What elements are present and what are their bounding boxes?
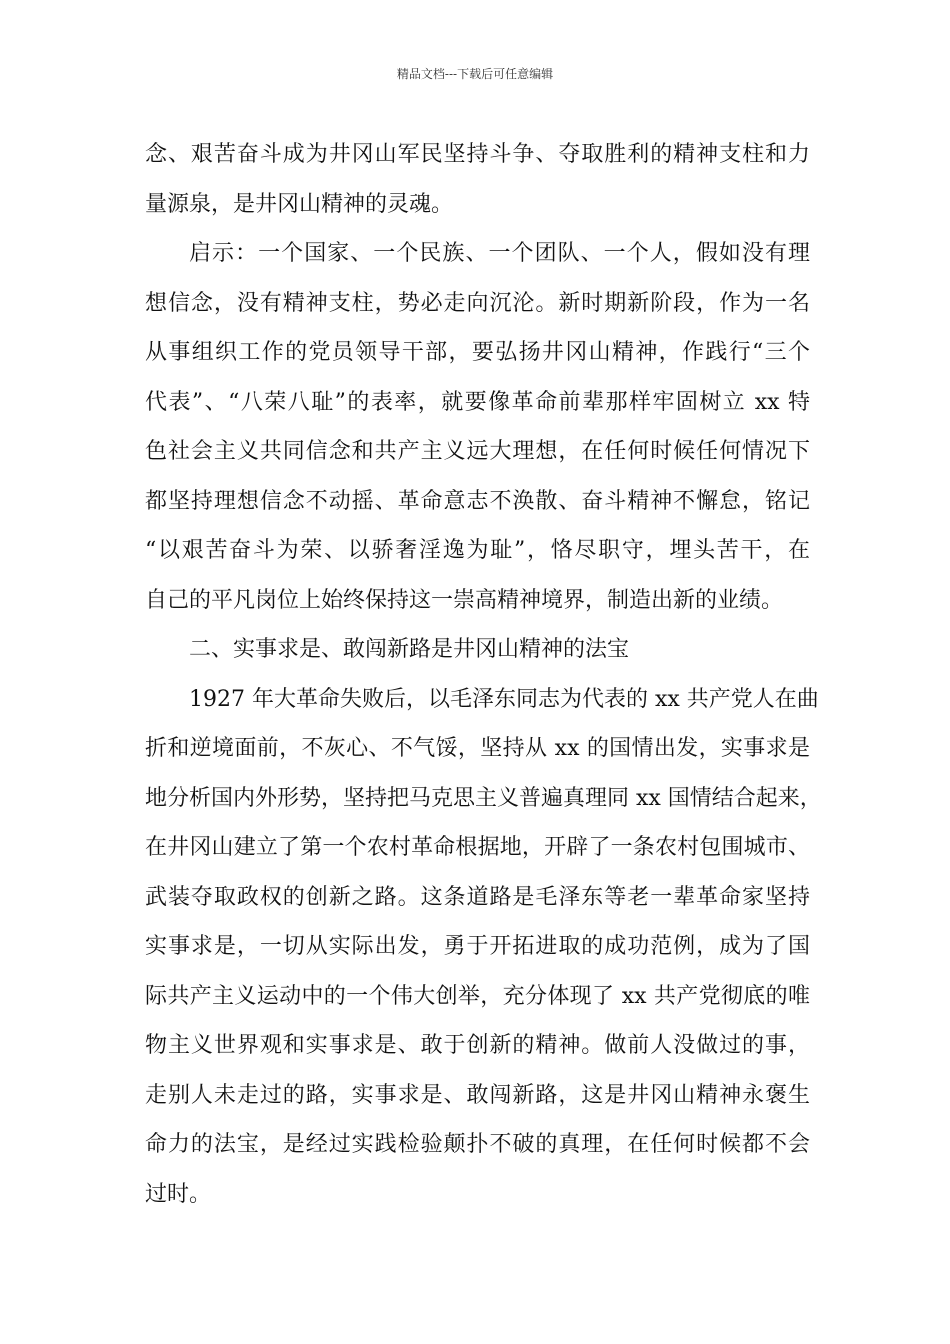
section-heading: 二、实事求是、敢闯新路是井冈山精神的法宝 xyxy=(189,637,630,662)
paragraph-line: 命力的法宝，是经过实践检验颠扑不破的真理，在任何时候都不会 xyxy=(145,1132,810,1157)
paragraph-line: “以艰苦奋斗为荣、以骄奢淫逸为耻”，恪尽职守，埋头苦干，在 xyxy=(145,538,810,563)
paragraph-line: 在井冈山建立了第一个农村革命根据地，开辟了一条农村包围城市、 xyxy=(145,835,810,860)
paragraph-line: 地分析国内外形势，坚持把马克思主义普遍真理同 xx 国情结合起来， xyxy=(145,785,822,811)
paragraph-line: 1927 年大革命失败后，以毛泽东同志为代表的 xx 共产党人在曲 xyxy=(189,686,819,712)
paragraph-line: 武装夺取政权的创新之路。这条道路是毛泽东等老一辈革命家坚持 xyxy=(145,884,810,910)
paragraph-line: 启示：一个国家、一个民族、一个团队、一个人，假如没有理 xyxy=(189,241,810,266)
paragraph-line: 走别人未走过的路，实事求是、敢闯新路，这是井冈山精神永褒生 xyxy=(145,1082,810,1108)
document-body xyxy=(145,130,822,1219)
paragraph-line: 自己的平凡岗位上始终保持这一崇高精神境界，制造出新的业绩。 xyxy=(145,587,784,613)
paragraph-line: 际共产主义运动中的一个伟大创举，充分体现了 xx 共产党彻底的唯 xyxy=(145,983,810,1009)
paragraph-line: 量源泉，是井冈山精神的灵魂。 xyxy=(145,191,454,217)
paragraph-line: 实事求是，一切从实际出发，勇于开拓进取的成功范例，成为了国 xyxy=(145,934,810,959)
page-header: 精品文档---下载后可任意编辑 xyxy=(396,67,554,81)
paragraph-line: 折和逆境面前，不灰心、不气馁，坚持从 xx 的国情出发，实事求是 xyxy=(145,736,810,761)
paragraph-line: 都坚持理想信念不动摇、革命意志不涣散、奋斗精神不懈怠，铭记 xyxy=(145,488,810,514)
paragraph-line: 从事组织工作的党员领导干部，要弘扬井冈山精神，作践行“三个 xyxy=(145,340,810,365)
paragraph-line: 过时。 xyxy=(145,1181,212,1207)
paragraph-line: 念、艰苦奋斗成为井冈山军民坚持斗争、夺取胜利的精神支柱和力 xyxy=(145,142,810,167)
paragraph-line: 物主义世界观和实事求是、敢于创新的精神。做前人没做过的事， xyxy=(145,1033,810,1058)
paragraph-line: 代表”、“八荣八耻”的表率，就要像革命前辈那样牢固树立 xx 特 xyxy=(145,389,810,415)
paragraph-line: 想信念，没有精神支柱，势必走向沉沦。新时期新阶段，作为一名 xyxy=(145,290,810,316)
paragraph-line: 色社会主义共同信念和共产主义远大理想，在任何时候任何情况下 xyxy=(145,439,810,464)
